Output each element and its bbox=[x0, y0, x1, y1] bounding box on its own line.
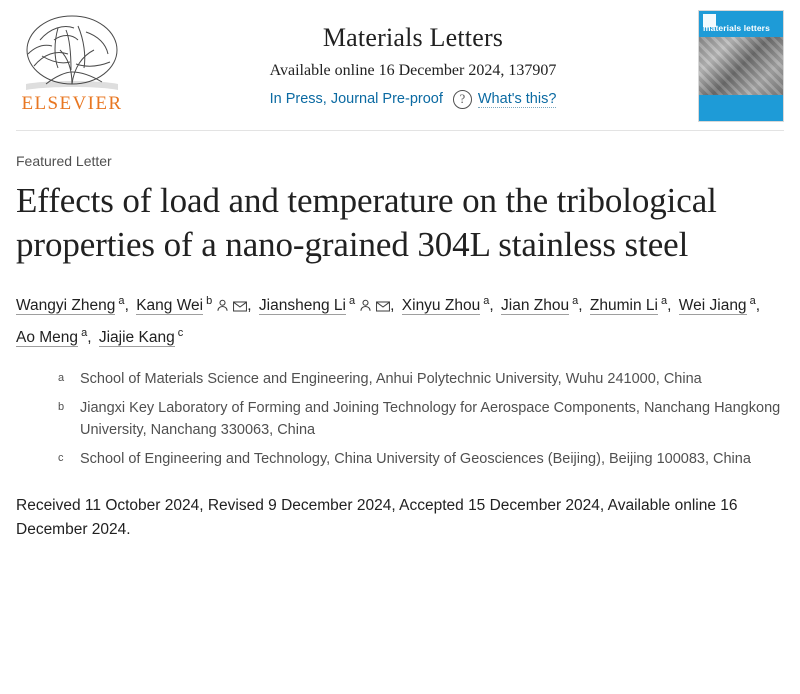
author-affiliation-marker: a bbox=[78, 327, 88, 339]
affiliation-row bbox=[58, 369, 784, 391]
page-title: Effects of load and temperature on the tribological properties of a nano-grained 304L stainless steel bbox=[16, 181, 717, 265]
author-name[interactable]: Jian Zhou bbox=[501, 296, 570, 314]
author-affiliation-marker: b bbox=[203, 294, 213, 307]
header-divider bbox=[16, 130, 784, 131]
author-entry[interactable] bbox=[589, 294, 668, 314]
question-mark-icon[interactable]: ? bbox=[453, 90, 472, 109]
author-name[interactable]: Jiajie Kang bbox=[98, 329, 175, 347]
whats-this-group[interactable] bbox=[453, 90, 557, 109]
affiliation-list bbox=[16, 369, 784, 470]
cover-bottom-band bbox=[699, 95, 783, 121]
author-separator: , bbox=[87, 329, 96, 347]
status-row bbox=[128, 90, 698, 109]
author-affiliation-marker: a bbox=[115, 294, 125, 307]
author-name[interactable]: Kang Wei bbox=[136, 296, 204, 314]
author-entry[interactable] bbox=[99, 329, 183, 346]
author-name[interactable]: Xinyu Zhou bbox=[401, 296, 481, 314]
author-name[interactable]: Wei Jiang bbox=[678, 296, 747, 314]
author-name[interactable]: Zhumin Li bbox=[589, 296, 658, 314]
author-separator: , bbox=[247, 296, 256, 314]
affiliation-marker: a bbox=[58, 372, 65, 385]
author-affiliation-marker: c bbox=[174, 327, 184, 339]
author-separator: , bbox=[124, 296, 134, 314]
affiliation-text: Jiangxi Key Laboratory of Forming and Joining Technology for Aerospace Components, Nanchang Hangkong University, Nanchang 330063, China bbox=[80, 400, 781, 438]
person-icon[interactable] bbox=[359, 293, 372, 323]
author-entry[interactable] bbox=[678, 294, 756, 314]
affiliation-text: School of Engineering and Technology, China University of Geosciences (Beijing), Beijing 100083, China bbox=[80, 450, 751, 467]
publication-history: Received 11 October 2024, Revised 9 December 2024, Accepted 15 December 2024, Available online 16 December 2024. bbox=[16, 497, 738, 539]
author-separator: , bbox=[755, 296, 761, 314]
journal-header bbox=[0, 0, 800, 120]
author-affiliation-marker: a bbox=[569, 294, 579, 307]
availability-line: Available online 16 December 2024, 137907 bbox=[269, 62, 557, 80]
author-separator: , bbox=[667, 296, 676, 314]
affiliation-text: School of Materials Science and Engineering, Anhui Polytechnic University, Wuhu 241000, China bbox=[80, 371, 702, 388]
envelope-icon[interactable] bbox=[233, 293, 247, 323]
author-separator: , bbox=[578, 296, 587, 314]
cover-artwork bbox=[699, 37, 783, 95]
author-entry[interactable] bbox=[258, 294, 390, 314]
author-entry[interactable] bbox=[401, 294, 490, 314]
author-affiliation-marker: a bbox=[345, 294, 356, 307]
author-entry[interactable] bbox=[16, 294, 125, 314]
envelope-icon[interactable] bbox=[376, 293, 390, 323]
affiliation-marker: c bbox=[58, 451, 64, 464]
author-entry[interactable] bbox=[136, 294, 247, 314]
affiliation-marker: b bbox=[58, 401, 65, 414]
author-name[interactable]: Ao Meng bbox=[16, 329, 79, 347]
svg-text:ELSEVIER: ELSEVIER bbox=[21, 93, 123, 114]
journal-cover-thumbnail[interactable] bbox=[698, 10, 784, 122]
author-separator: , bbox=[489, 296, 499, 314]
author-name[interactable]: Jiansheng Li bbox=[258, 296, 346, 314]
author-list bbox=[16, 291, 784, 354]
author-entry[interactable] bbox=[501, 294, 579, 314]
journal-info bbox=[128, 8, 698, 109]
cover-top-band bbox=[699, 11, 783, 37]
article-type-label: Featured Letter bbox=[16, 153, 112, 169]
author-name[interactable]: Wangyi Zheng bbox=[16, 296, 116, 314]
author-affiliation-marker: a bbox=[480, 294, 490, 307]
author-entry[interactable] bbox=[16, 329, 87, 346]
author-separator: , bbox=[390, 296, 399, 314]
cover-journal-name: materials letters bbox=[703, 23, 770, 33]
whats-this-label[interactable]: What's this? bbox=[477, 91, 557, 108]
affiliation-row bbox=[58, 449, 784, 471]
author-affiliation-marker: a bbox=[746, 294, 756, 307]
affiliation-row bbox=[58, 398, 784, 442]
author-affiliation-marker: a bbox=[657, 294, 668, 307]
journal-title: Materials Letters bbox=[322, 23, 504, 52]
press-status-link[interactable]: In Press, Journal Pre-proof bbox=[269, 91, 443, 108]
elsevier-logo[interactable] bbox=[16, 10, 128, 118]
person-icon[interactable] bbox=[216, 293, 229, 323]
article-meta bbox=[0, 153, 800, 542]
